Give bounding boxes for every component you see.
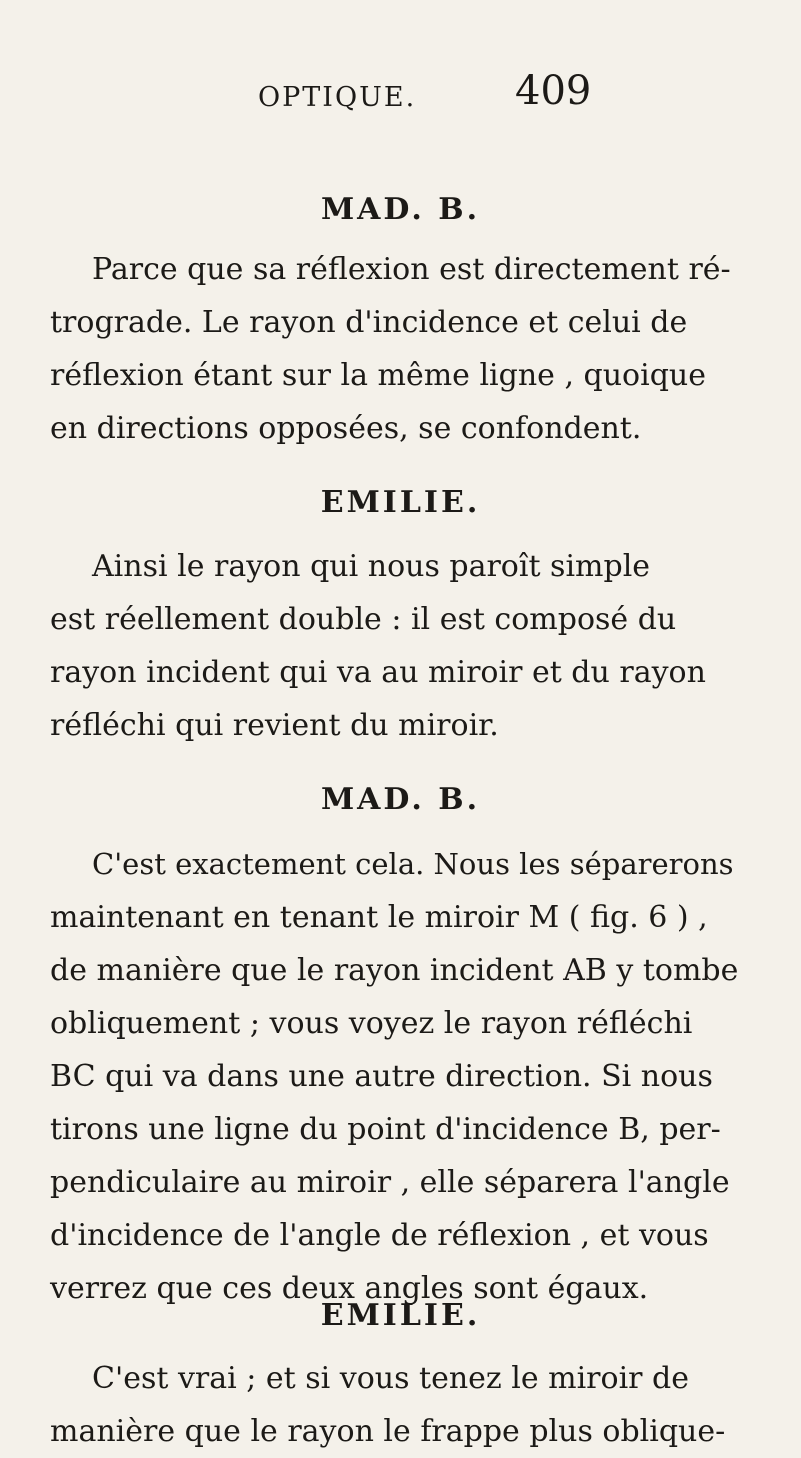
text-line: d'incidence de l'angle de réflexion , et vous <box>50 1218 709 1253</box>
text-line: BC qui va dans une autre direction. Si nous <box>50 1059 713 1094</box>
text-line: manière que le rayon le frappe plus oblique- <box>50 1414 726 1449</box>
text-line: trograde. Le rayon d'incidence et celui de <box>50 305 688 340</box>
speaker-heading: EMILIE. <box>320 1298 481 1333</box>
dialogue-paragraph-final <box>50 1352 750 1458</box>
text-line: C'est vrai ; et si vous tenez le miroir de <box>92 1361 690 1396</box>
text-line: pendiculaire au miroir , elle séparera l'angle <box>50 1165 730 1200</box>
dialogue-paragraph <box>50 540 750 752</box>
text-line: de manière que le rayon incident AB y tombe <box>50 953 739 988</box>
speaker-heading: EMILIE. <box>320 485 481 520</box>
text-line: est réellement double : il est composé du <box>50 602 677 637</box>
text-line: verrez que ces deux angles sont égaux. <box>50 1271 649 1306</box>
text-line: Parce que sa réflexion est directement ré- <box>92 252 731 287</box>
text-line: rayon incident qui va au miroir et du rayon <box>50 655 706 690</box>
text-line: tirons une ligne du point d'incidence B, per- <box>50 1112 721 1147</box>
text-line: C'est exactement cela. Nous les séparerons <box>92 847 734 881</box>
running-head: OPTIQUE. <box>258 82 417 113</box>
dialogue-paragraph <box>50 243 750 455</box>
text-line: réfléchi qui revient du miroir. <box>50 708 499 743</box>
text-line: en directions opposées, se confondent. <box>50 411 642 446</box>
page-number: 409 <box>515 68 592 114</box>
text-line: maintenant en tenant le miroir M ( fig. 6 ) , <box>50 900 708 935</box>
speaker-heading: MAD. B. <box>320 192 481 227</box>
text-line: Ainsi le rayon qui nous paroît simple <box>92 549 651 584</box>
text-line: réflexion étant sur la même ligne , quoique <box>50 358 706 393</box>
dialogue-paragraph <box>50 838 750 1315</box>
text-line: obliquement ; vous voyez le rayon réfléchi <box>50 1006 693 1041</box>
speaker-heading: MAD. B. <box>320 782 481 817</box>
